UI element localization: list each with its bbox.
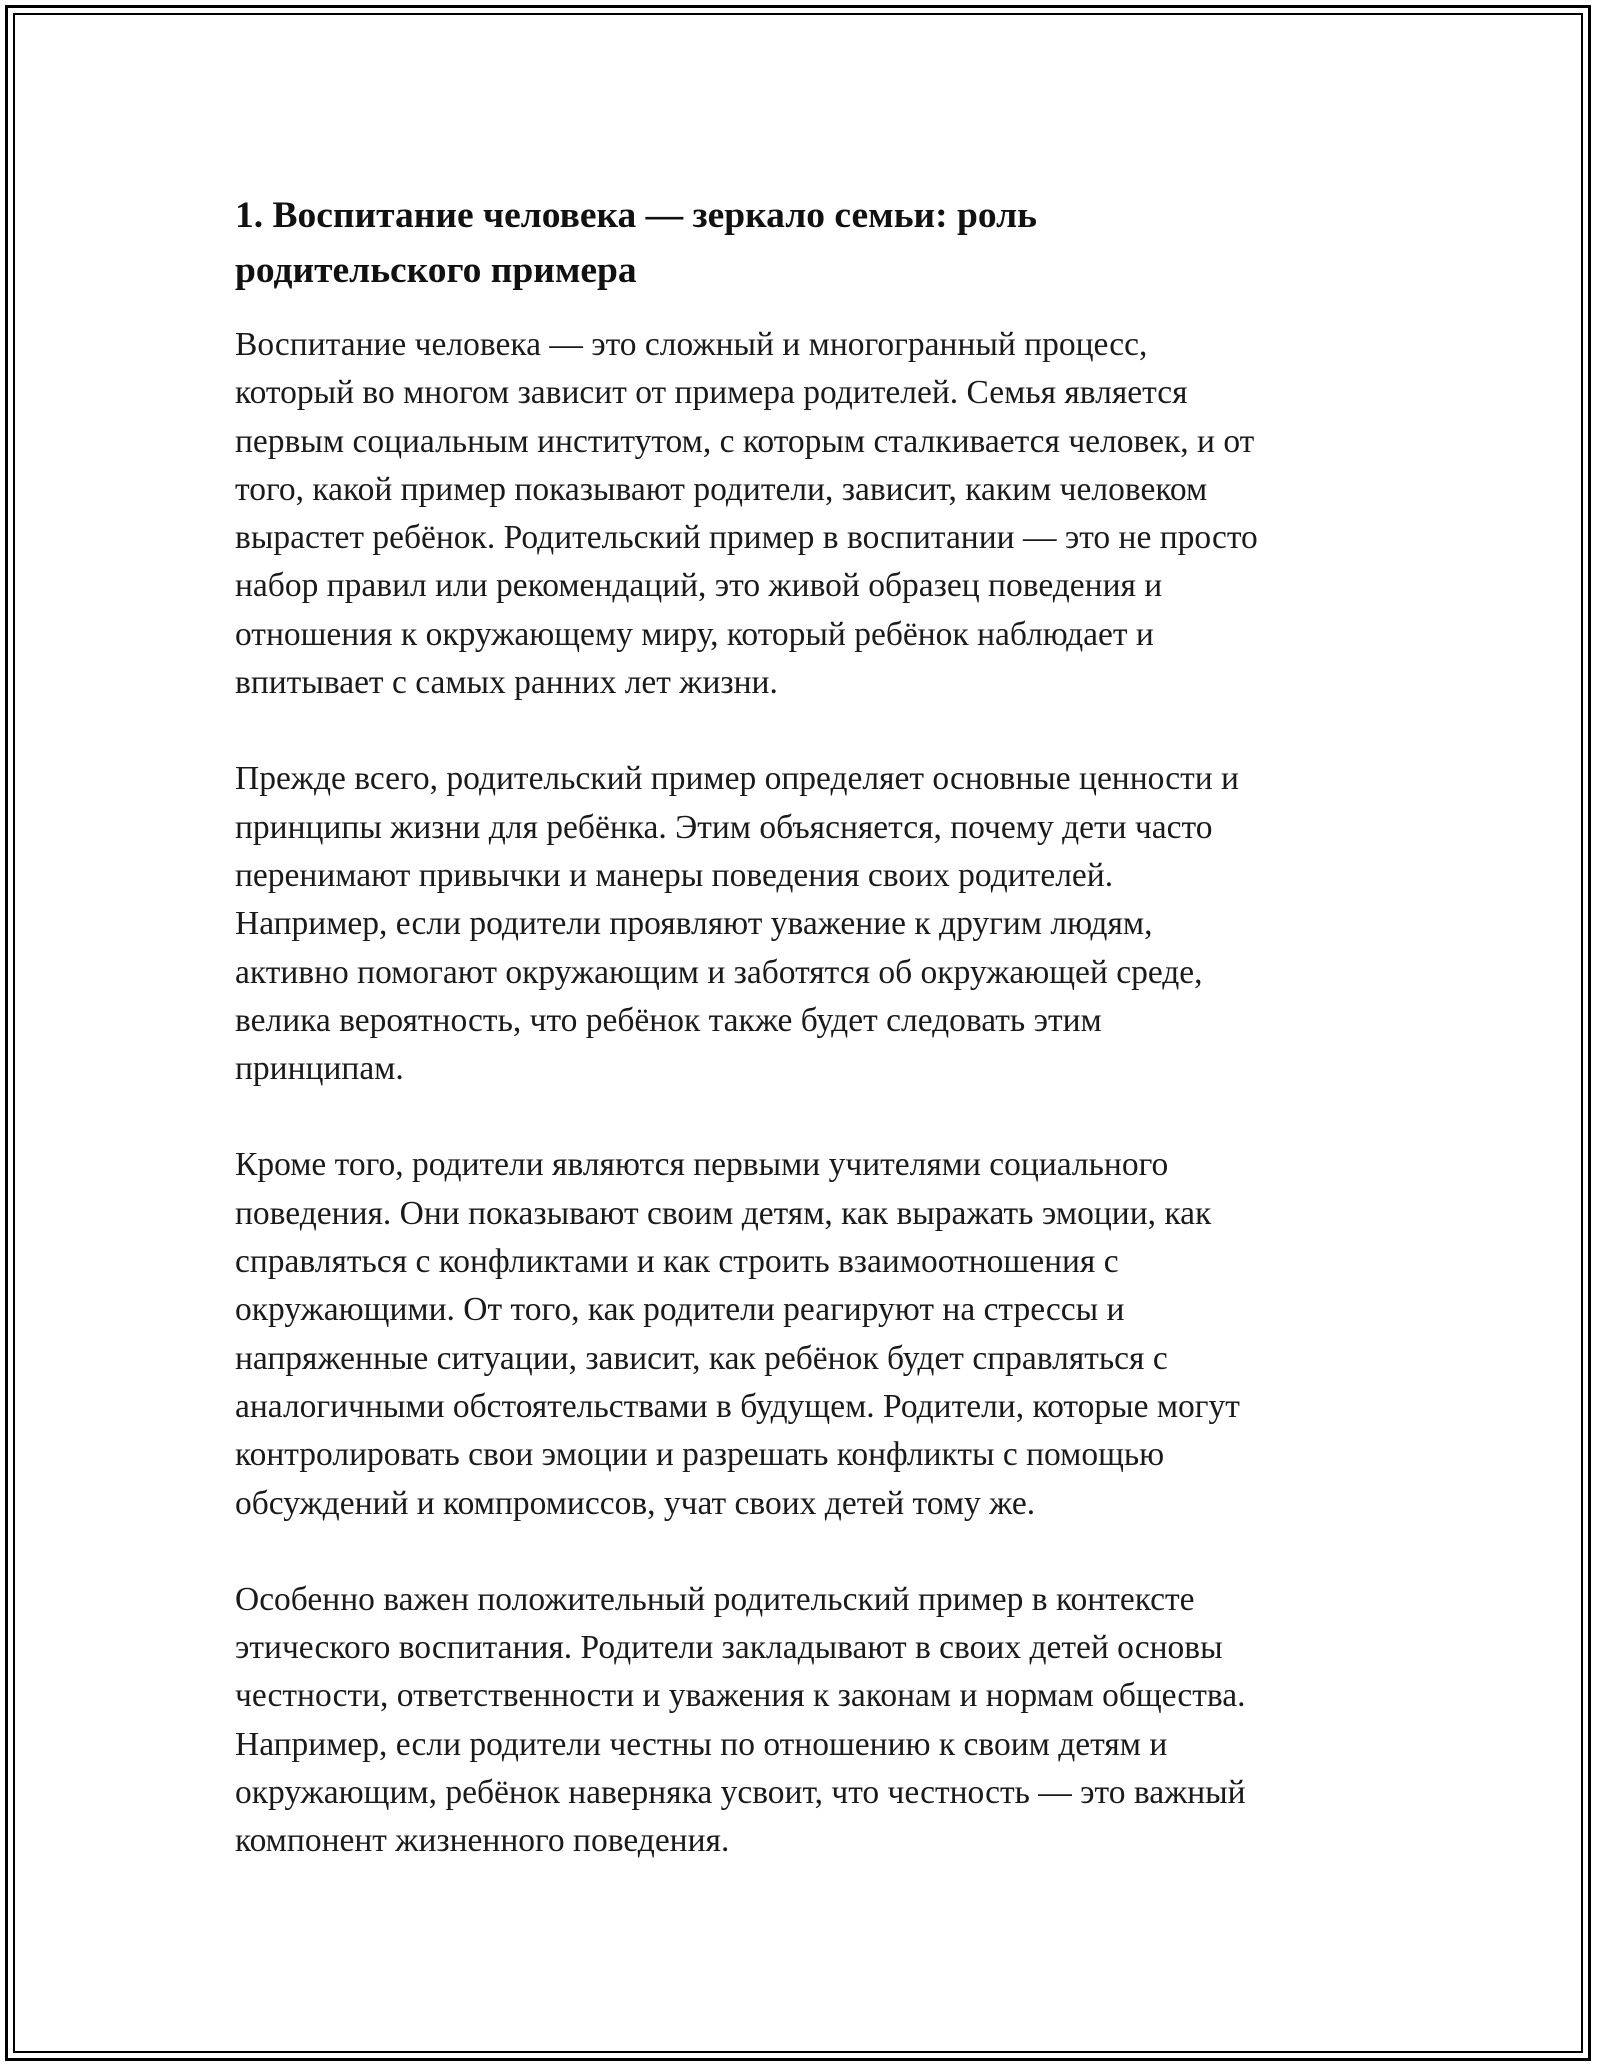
document-body [235,188,1375,1914]
paragraph-1: Воспитание человека — это сложный и многогранный процесс, который во многом зависит от примера родителей. Семья является первым социальным институтом, с которым сталкивается человек, и от того, какой пример показывают родители, зависит, каким человеком вырастет ребёнок. Родительский пример в воспитании — это не просто набор правил или рекомендаций, это живой образец поведения и отношения к окружающему миру, который ребёнок наблюдает и впитывает с самых ранних лет жизни. [235,326,1258,702]
paragraph-4: Особенно важен положительный родительский пример в контексте этического воспитания. Родители закладывают в своих детей основы честности, ответственности и уважения к законам и нормам общества. Например, если родители честны по отношению к своим детям и окружающим, ребёнок наверняка усвоит, что честность — это важный компонент жизненного поведения. [235,1580,1246,1860]
paragraph-3: Кроме того, родители являются первыми учителями социального поведения. Они показывают своим детям, как выражать эмоции, как справляться с конфликтами и как строить взаимоотношения с окружающими. От того, как родители реагируют на стрессы и напряженные ситуации, зависит, как ребёнок будет справляться с аналогичными обстоятельствами в будущем. Родители, которые могут контролировать свои эмоции и разрешать конфликты с помощью обсуждений и компромиссов, учат своих детей тому же. [235,1146,1240,1522]
paragraph-2: Прежде всего, родительский пример определяет основные ценности и принципы жизни для ребёнка. Этим объясняется, почему дети часто перенимают привычки и манеры поведения своих родителей. Например, если родители проявляют уважение к другим людям, активно помогают окружающим и заботятся об окружающей среде, велика вероятность, что ребёнок также будет следовать этим принципам. [235,760,1239,1088]
section-heading: 1. Воспитание человека — зеркало семьи: роль родительского примера [235,195,1037,291]
